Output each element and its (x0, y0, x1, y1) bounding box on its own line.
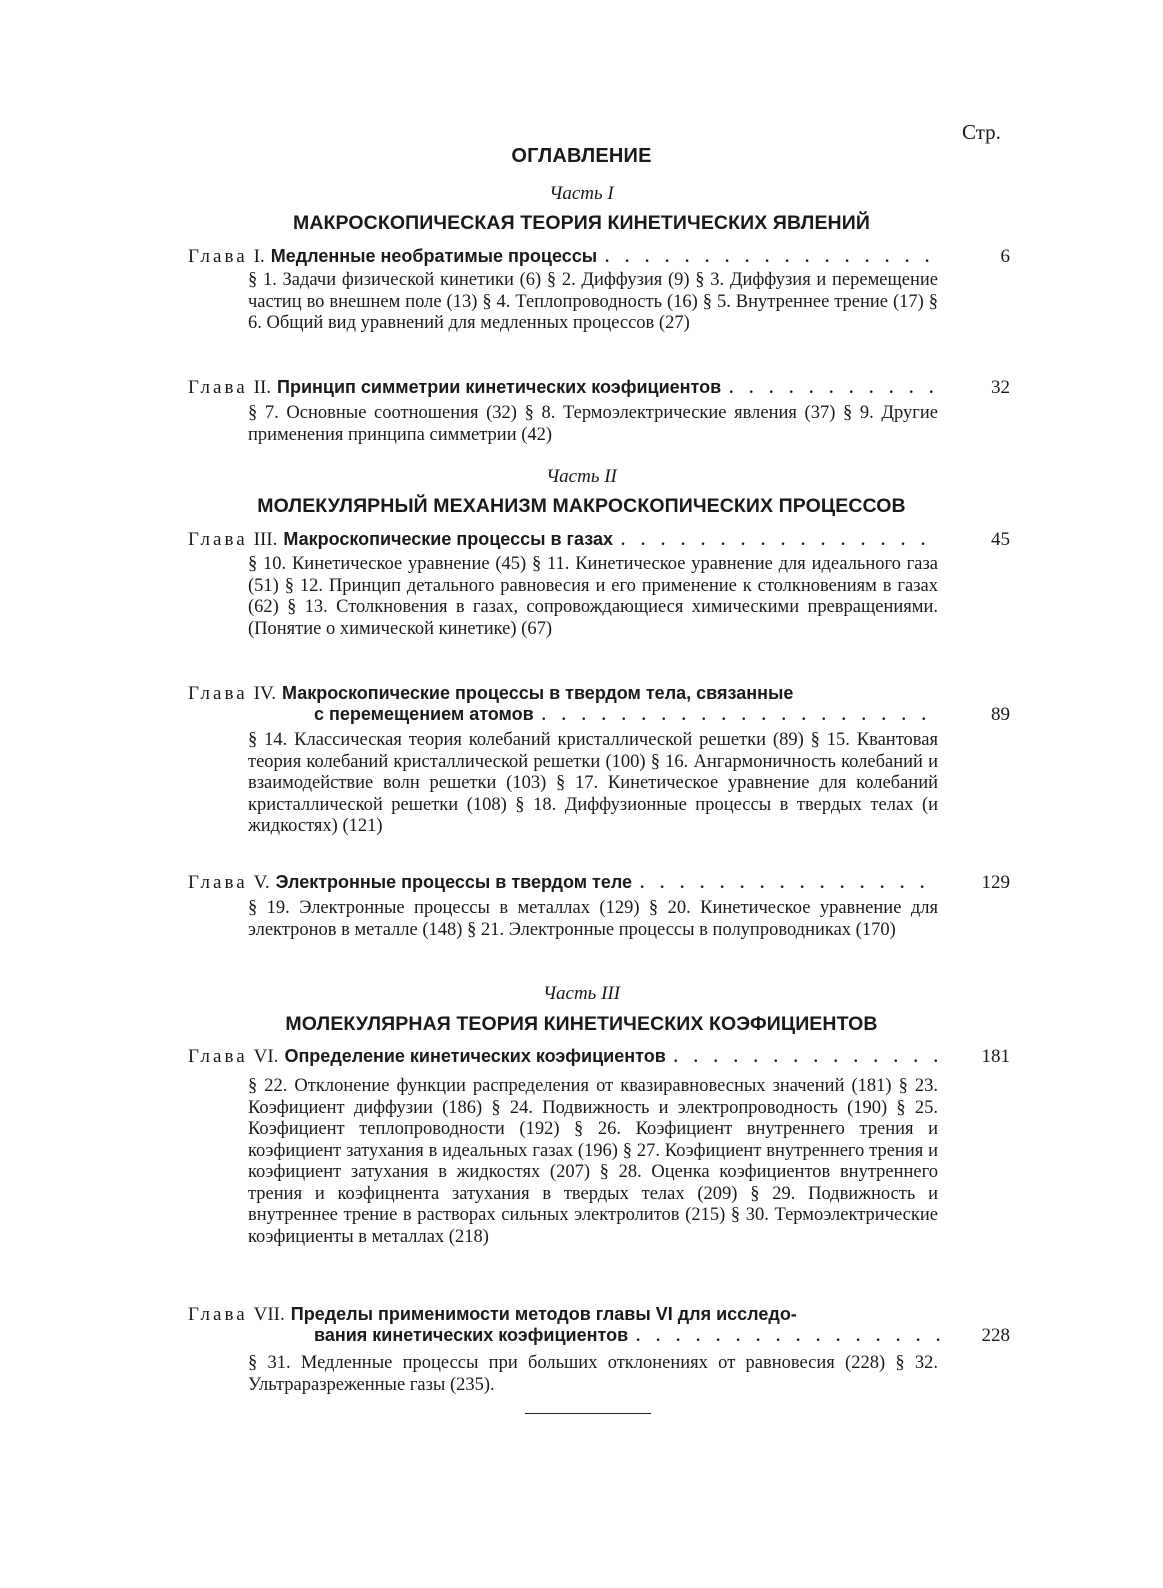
part-3-title: МОЛЕКУЛЯРНАЯ ТЕОРИЯ КИНЕТИЧЕСКИХ КОЭФИЦИЕНТОВ (285, 1013, 878, 1035)
chapter-2-page: 32 (991, 377, 1010, 398)
chapter-2-sections: § 7. Основные соотношения (32) § 8. Термоэлектрические явления (37) § 9. Другие применения принципа симметрии (42) (248, 403, 938, 445)
chapter-word: Глава (188, 246, 248, 267)
chapter-3-sections: § 10. Кинетическое уравнение (45) § 11. Кинетическое уравнение для идеального газа (51) § 12. Принцип детального равновесия и его применение к столкновениям в газах (62) § 13. Столкновения в газах, сопровождающиеся химическими превращениями. (Понятие о химической кинетике) (67) (248, 554, 938, 639)
chapter-4-sections: § 14. Классическая теория колебаний кристаллической решетки (89) § 15. Квантовая теория колебаний кристаллической решетки (100) § 16. Ангармоничность колебаний и взаимодействие волн решетки (103) § 17. Кинетическое уравнение для колебаний кристаллической решетки (108) § 18. Диффузионные процессы в твердых телах (и жидкостях) (121) (248, 730, 938, 836)
chapter-1-page: 6 (1000, 246, 1010, 267)
chapter-title: Принцип симметрии кинетических коэфициентов (277, 377, 722, 397)
leader-dots (674, 1047, 940, 1068)
chapter-number: V. (253, 872, 270, 893)
chapter-5-sections: § 19. Электронные процессы в металлах (129) § 20. Кинетическое уравнение для электронов в металле (148) § 21. Электронные процессы в полупроводниках (170) (248, 898, 938, 940)
leader-dots (605, 247, 940, 268)
chapter-word: Глава (188, 529, 248, 550)
leader-dots (729, 378, 940, 399)
chapter-number: IV. (253, 683, 276, 704)
toc-title: ОГЛАВЛЕНИЕ (511, 145, 652, 167)
chapter-word: Глава (188, 683, 248, 704)
chapter-title-continuation: вания кинетических коэфициентов (314, 1325, 629, 1345)
chapter-title: Электронные процессы в твердом теле (275, 872, 633, 892)
chapter-title: Макроскопические процессы в газах (283, 529, 614, 549)
chapter-word: Глава (188, 1304, 248, 1325)
end-rule (525, 1413, 651, 1414)
chapter-title-continuation: с перемещением атомов (314, 704, 534, 724)
chapter-word: Глава (188, 377, 248, 398)
chapter-3 (188, 529, 940, 551)
chapter-number: VII. (253, 1304, 285, 1325)
leader-dots (621, 530, 940, 551)
chapter-number: II. (253, 377, 272, 398)
chapter-4-page: 89 (991, 704, 1010, 725)
part-1-label: Часть I (549, 183, 614, 204)
chapter-7-page: 228 (981, 1325, 1010, 1346)
chapter-number: III. (253, 529, 278, 550)
chapter-5 (188, 872, 940, 894)
chapter-1-sections: § 1. Задачи физической кинетики (6) § 2. Диффузия (9) § 3. Диффузия и перемещение частиц во внешнем поле (13) § 4. Теплопроводность (16) § 5. Внутреннее трение (17) § 6. Общий вид уравнений для медленных процессов (27) (248, 270, 938, 333)
leader-dots (640, 873, 940, 894)
chapter-6-sections: § 22. Отклонение функции распределения от квазиравновесных значений (181) § 23. Коэфициент диффузии (186) § 24. Подвижность и электропроводность (190) § 25. Коэфициент теплопроводности (192) § 26. Коэфициент внутреннего трения и коэфициент затухания в идеальных газах (196) § 27. Коэфициент внутреннего трения и коэфициент затухания в жидкостях (207) § 28. Оценка коэфициентов внутреннего трения и коэфицнента затухания в твердых телах (209) § 29. Подвижность и внутреннее трение в растворах сильных электролитов (215) § 30. Термоэлектрические коэфициенты в металлах (218) (248, 1076, 938, 1247)
chapter-7-sections: § 31. Медленные процессы при больших отклонениях от равновесия (228) § 32. Ультраразреженные газы (235). (248, 1353, 938, 1395)
part-2-label: Часть II (546, 466, 617, 487)
chapter-6-page: 181 (981, 1046, 1010, 1067)
leader-dots (542, 705, 940, 726)
chapter-4 (188, 683, 940, 726)
chapter-word: Глава (188, 1046, 248, 1067)
leader-dots (636, 1326, 940, 1347)
chapter-6 (188, 1046, 940, 1068)
chapter-title: Медленные необратимые процессы (270, 246, 598, 266)
part-1-title: МАКРОСКОПИЧЕСКАЯ ТЕОРИЯ КИНЕТИЧЕСКИХ ЯВЛЕНИЙ (293, 212, 870, 234)
chapter-number: VI. (253, 1046, 279, 1067)
chapter-title: Определение кинетических коэфициентов (284, 1046, 666, 1066)
chapter-2 (188, 377, 940, 399)
chapter-1 (188, 246, 940, 268)
chapter-title: Макроскопические процессы в твердом тела, связанные (281, 683, 794, 703)
chapter-3-page: 45 (991, 529, 1010, 550)
page-column-label: Стр. (962, 120, 1001, 144)
chapter-title: Пределы применимости методов главы VI для исследо- (290, 1304, 797, 1324)
chapter-number: I. (253, 246, 265, 267)
chapter-5-page: 129 (981, 872, 1010, 893)
part-2-title: МОЛЕКУЛЯРНЫЙ МЕХАНИЗМ МАКРОСКОПИЧЕСКИХ ПРОЦЕССОВ (257, 495, 906, 517)
chapter-7 (188, 1304, 940, 1347)
chapter-word: Глава (188, 872, 248, 893)
part-3-label: Часть III (542, 983, 621, 1004)
